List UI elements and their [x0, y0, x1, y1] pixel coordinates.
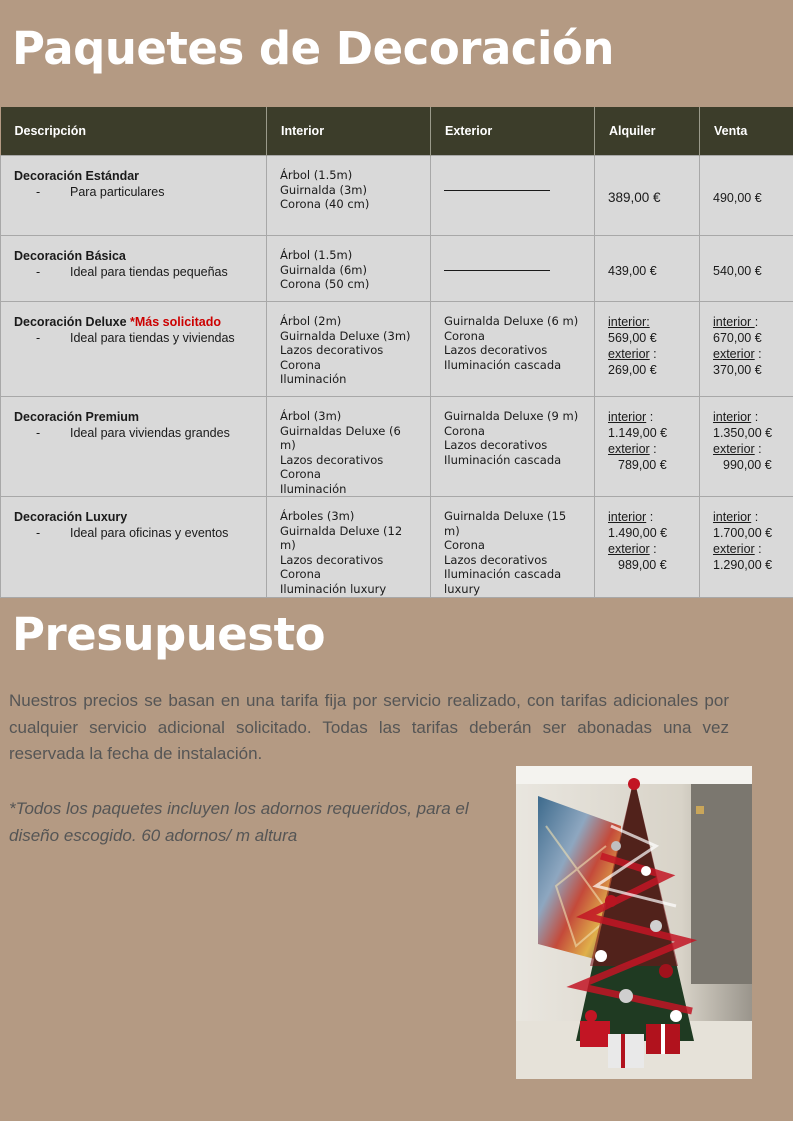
cell-sale: interior : 1.350,00 € exterior : 990,00 € — [700, 397, 793, 497]
interior-item: Guirnalda Deluxe (3m) — [280, 328, 411, 343]
cell-sale: interior : 670,00 € exterior : 370,00 € — [700, 302, 793, 397]
budget-note: *Todos los paquetes incluyen los adornos requeridos, para el diseño escogido. 60 adornos/ m altura — [9, 799, 469, 845]
package-name: Decoración Básica — [14, 249, 126, 263]
cell-description: Decoración Básica - Ideal para tiendas pequeñas — [1, 236, 267, 302]
cell-exterior — [431, 497, 595, 598]
rent-exterior-price: 989,00 € — [618, 558, 667, 572]
rent-price: 389,00 € — [608, 190, 661, 205]
cell-interior — [267, 302, 431, 397]
interior-item: Guirnalda (6m) — [280, 262, 367, 277]
interior-item: Lazos decorativos — [280, 343, 384, 357]
package-name: Decoración Premium — [14, 410, 140, 424]
package-detail: Ideal para oficinas y eventos — [70, 526, 229, 540]
price-label: interior — [608, 410, 647, 424]
exterior-item: Corona — [444, 328, 485, 343]
interior-item: Árbol (2m) — [280, 314, 342, 328]
interior-item: Corona (40 cm) — [280, 197, 370, 211]
interior-item: Corona (50 cm) — [280, 277, 370, 291]
cell-interior — [267, 156, 431, 236]
budget-paragraph: Nuestros precios se basan en una tarifa fija por servicio realizado, con tarifas adicionales por cualquier servicio adicional solicitado. Todas las tarifas deberán ser abonadas una vez reservada la fecha de instalación. — [9, 691, 729, 763]
cell-interior — [267, 397, 431, 497]
empty-line-divider — [444, 190, 550, 191]
table-row — [1, 497, 793, 598]
cell-sale: interior : 1.700,00 € exterior : 1.290,00 € — [700, 497, 793, 598]
table-row — [1, 397, 793, 497]
cell-interior — [267, 497, 431, 598]
price-label: exterior — [608, 442, 650, 456]
price-label: interior: — [608, 315, 650, 329]
interior-item: Guirnaldas Deluxe (6 m) — [280, 423, 401, 452]
table-row — [1, 302, 793, 397]
rent-interior-price: 1.490,00 € — [608, 526, 668, 540]
interior-item: Corona — [280, 467, 321, 481]
cell-interior — [267, 236, 431, 302]
interior-item: Lazos decorativos — [280, 452, 384, 467]
cell-rent: interior: 569,00 € exterior : 269,00 € — [595, 302, 700, 397]
header-alquiler: Alquiler — [595, 107, 700, 156]
exterior-item: Iluminación cascada — [444, 452, 562, 467]
interior-item: Árbol (1.5m) — [280, 168, 353, 182]
sale-exterior-price: 370,00 € — [713, 363, 762, 377]
cell-rent — [595, 156, 700, 236]
christmas-tree-photo — [516, 766, 752, 1079]
budget-title: Presupuesto — [12, 608, 325, 661]
rent-exterior-price: 789,00 € — [618, 458, 667, 472]
sale-interior-price: 1.700,00 € — [713, 526, 773, 540]
package-name: Decoración Deluxe — [14, 315, 127, 329]
exterior-item: luxury — [444, 581, 481, 596]
interior-item: Árbol (1.5m) — [280, 248, 353, 262]
exterior-item: Guirnalda Deluxe (6 m) — [444, 314, 579, 328]
empty-line-divider — [444, 270, 550, 271]
package-detail: Ideal para viviendas grandes — [70, 426, 230, 440]
table-header-row — [1, 107, 793, 156]
interior-item: Iluminación — [280, 372, 347, 386]
exterior-item: Guirnalda Deluxe (15 m) — [444, 509, 567, 538]
price-label: interior — [713, 410, 752, 424]
price-label: exterior — [713, 347, 755, 361]
price-label: interior — [713, 315, 755, 329]
rent-exterior-price: 269,00 € — [608, 363, 657, 377]
page-title: Paquetes de Decoración — [12, 22, 614, 75]
interior-item: Árboles (3m) — [280, 509, 355, 523]
cell-description: Decoración Estándar - Para particulares — [1, 156, 267, 236]
cell-exterior — [431, 302, 595, 397]
exterior-item: Lazos decorativos — [444, 343, 548, 357]
cell-exterior — [431, 397, 595, 497]
sale-interior-price: 670,00 € — [713, 331, 762, 345]
sale-price: 540,00 € — [713, 264, 762, 278]
package-detail: Para particulares — [70, 185, 165, 199]
cell-description: Decoración Luxury - Ideal para oficinas y eventos — [1, 497, 267, 598]
package-detail: Ideal para tiendas pequeñas — [70, 265, 228, 279]
price-label: exterior — [713, 542, 755, 556]
exterior-item: Lazos decorativos — [444, 552, 548, 567]
exterior-item: Guirnalda Deluxe (9 m) — [444, 409, 579, 423]
sale-price: 490,00 € — [713, 191, 762, 205]
cell-rent: interior : 1.490,00 € exterior : 989,00 € — [595, 497, 700, 598]
interior-item: Corona — [280, 567, 321, 581]
interior-item: Iluminación luxury — [280, 581, 387, 596]
sale-exterior-price: 1.290,00 € — [713, 558, 773, 572]
price-label: exterior — [608, 542, 650, 556]
package-name: Decoración Luxury — [14, 510, 128, 524]
exterior-item: Lazos decorativos — [444, 438, 548, 452]
cell-rent: interior : 1.149,00 € exterior : 789,00 € — [595, 397, 700, 497]
cell-sale — [700, 236, 793, 302]
sale-exterior-price: 990,00 € — [723, 458, 772, 472]
header-descripcion: Descripción — [1, 107, 267, 156]
exterior-item: Iluminación cascada — [444, 567, 562, 581]
interior-item: Árbol (3m) — [280, 409, 342, 423]
table-row — [1, 236, 793, 302]
header-venta: Venta — [700, 107, 793, 156]
header-exterior: Exterior — [431, 107, 595, 156]
packages-table — [0, 107, 793, 598]
price-label: exterior — [608, 347, 650, 361]
price-label: interior — [713, 510, 752, 524]
interior-item: Iluminación — [280, 481, 347, 496]
rent-interior-price: 569,00 € — [608, 331, 657, 345]
cell-sale — [700, 156, 793, 236]
rent-price: 439,00 € — [608, 264, 657, 278]
interior-item: Guirnalda Deluxe (12 m) — [280, 523, 403, 552]
interior-item: Guirnalda (3m) — [280, 182, 367, 197]
cell-rent — [595, 236, 700, 302]
exterior-item: Iluminación cascada — [444, 357, 562, 372]
most-requested-badge: *Más solicitado — [130, 315, 222, 329]
cell-exterior — [431, 236, 595, 302]
table-row — [1, 156, 793, 236]
header-interior: Interior — [267, 107, 431, 156]
cell-description: Decoración Deluxe *Más solicitado - Ideal para tiendas y viviendas — [1, 302, 267, 397]
cell-description: Decoración Premium - Ideal para viviendas grandes — [1, 397, 267, 497]
exterior-item: Corona — [444, 538, 485, 552]
sale-interior-price: 1.350,00 € — [713, 426, 773, 440]
price-label: interior — [608, 510, 647, 524]
price-label: exterior — [713, 442, 755, 456]
interior-item: Corona — [280, 357, 321, 372]
cell-exterior — [431, 156, 595, 236]
rent-interior-price: 1.149,00 € — [608, 426, 668, 440]
interior-item: Lazos decorativos — [280, 552, 384, 567]
package-name: Decoración Estándar — [14, 169, 140, 183]
package-detail: Ideal para tiendas y viviendas — [70, 331, 235, 345]
exterior-item: Corona — [444, 423, 485, 438]
